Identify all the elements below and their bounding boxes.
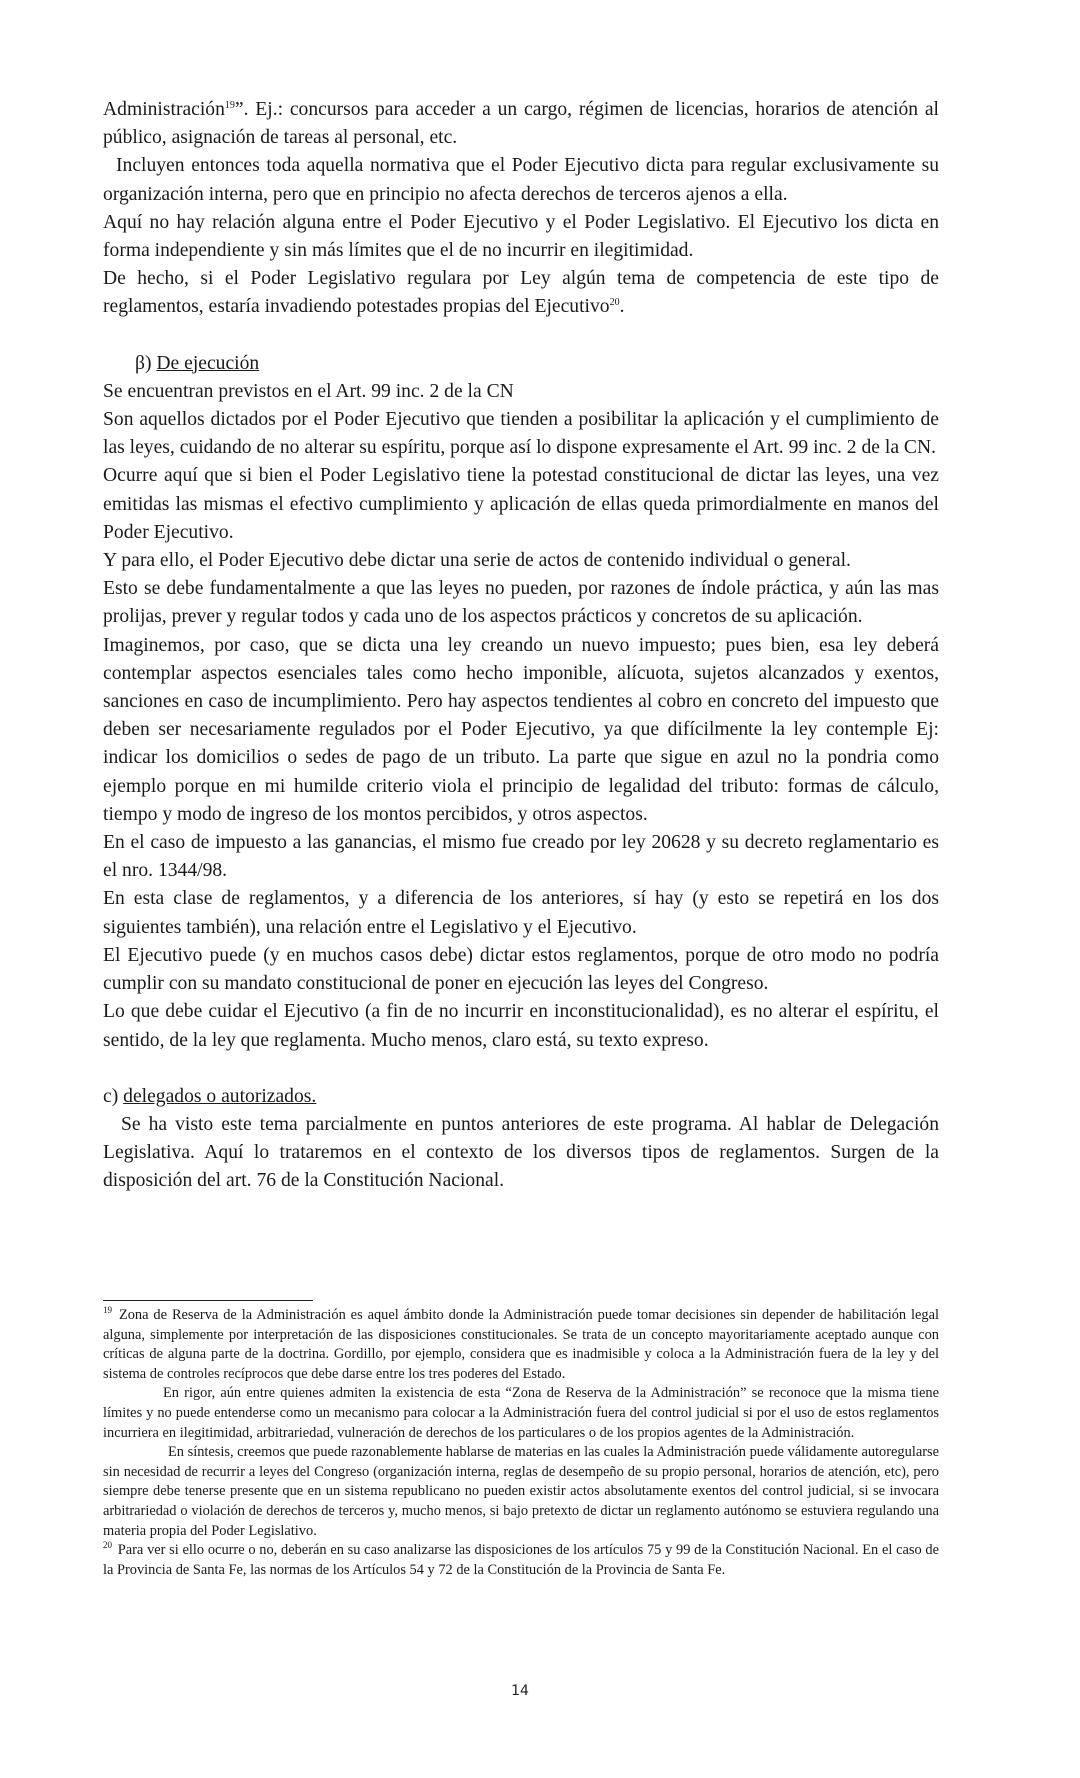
intro-paragraph-3: Aquí no hay relación alguna entre el Poder Ejecutivo y el Poder Legislativo. El Ejecutivo los dicta en forma independiente y sin más límites que el de no incurrir en ilegitimidad. (103, 211, 939, 262)
footnote-separator (103, 1300, 313, 1301)
footnote-20-text: Para ver si ello ocurre o no, deberán en su caso analizarse las disposiciones de los artículos 75 y 99 de la Constitución Nacional. En el caso de la Provincia de Santa Fe, las normas de los Artículos 54 y 72 de la Constitución de la Provincia de Santa Fe. (103, 1542, 939, 1578)
footnote-19 (103, 1306, 939, 1384)
section-beta-marker: β) (135, 352, 152, 374)
footnote-ref-20[interactable]: 20 (609, 297, 620, 309)
intro-text-4: De hecho, si el Poder Legislativo regulara por Ley algún tema de competencia de este tipo de reglamentos, estaría invadiendo potestades propias del Ejecutivo (103, 268, 939, 318)
page-number: 14 (511, 1683, 529, 1699)
spacer (103, 1055, 939, 1083)
intro-paragraph-2: Incluyen entonces toda aquella normativa que el Poder Ejecutivo dicta para regular exclusivamente su organización interna, pero que en principio no afecta derechos de terceros ajenos a ella. (103, 155, 939, 205)
footnote-20-number: 20 (103, 1540, 112, 1551)
section-beta-heading (103, 350, 939, 378)
beta-paragraph-3: Ocurre aquí que si bien el Poder Legislativo tiene la potestad constitucional de dictar las leyes, una vez emitidas las mismas el efectivo cumplimiento y aplicación de ellas queda primordialmente en manos del Poder Ejecutivo. (103, 465, 939, 543)
beta-paragraph-4: Y para ello, el Poder Ejecutivo debe dictar una serie de actos de contenido individual o general. (103, 550, 851, 572)
footnote-20 (103, 1541, 939, 1580)
footnote-19-paragraph-3: En síntesis, creemos que puede razonablemente hablarse de materias en las cuales la Administración puede válidamente autoregularse sin necesidad de recurrir a leyes del Congreso (organización interna, reglas de desempeño de su propio personal, horarios de atención, etc), pero siempre debe tenerse presente que en un sistema republicano no pueden existir actos absolutamente exentos del control judicial, si se invocara arbitrariedad o violación de derechos de terceros y, mucho menos, si bajo pretexto de dictar un reglamento autónomo se estuviera regulando una materia propia del Poder Legislativo. (103, 1444, 939, 1539)
footnote-19-paragraph-2: En rigor, aún entre quienes admiten la existencia de esta “Zona de Reserva de la Administración” se reconoce que la misma tiene límites y no puede entenderse como un mecanismo para colocar a la Administración fuera del control judicial si por el uso de estos reglamentos incurriera en ilegitimidad, arbitrariedad, vulneración de derechos de los particulares o de los propios agentes de la Administración. (103, 1385, 939, 1441)
section-c-marker: c) (103, 1085, 119, 1107)
spacer (103, 322, 939, 350)
beta-paragraph-2: Son aquellos dictados por el Poder Ejecutivo que tienden a posibilitar la aplicación y el cumplimiento de las leyes, cuidando de no alterar su espíritu, porque así lo dispone expresamente el Art. 99 inc. 2 de la CN. (103, 409, 939, 459)
footnote-ref-19[interactable]: 19 (224, 100, 235, 111)
section-c-heading (103, 1083, 939, 1111)
beta-paragraph-1: Se encuentran previstos en el Art. 99 inc. 2 de la CN (103, 380, 514, 402)
intro-text-4-end: . (619, 296, 625, 318)
intro-text: Administración (103, 99, 225, 120)
intro-paragraph-1 (103, 96, 939, 152)
beta-paragraph-6: Imaginemos, por caso, que se dicta una ley creando un nuevo impuesto; pues bien, esa ley deberá contemplar aspectos esenciales tales como hecho imponible, alícuota, sujetos alcanzados y exentos, sanciones en caso de incumplimiento. Pero hay aspectos tendientes al cobro en concreto del impuesto que deben ser necesariamente regulados por el Poder Ejecutivo, ya que difícilmente la ley contemple Ej: indicar los domicilios o sedes de pago de un tributo. La parte que sigue en azul no la pondria como ejemplo porque en mi humilde criterio viola el principio de legalidad del tributo: formas de cálculo, tiempo y modo de ingreso de los montos percibidos, y otros aspectos. (103, 634, 939, 825)
beta-paragraph-7: En el caso de impuesto a las ganancias, el mismo fue creado por ley 20628 y su decreto reglamentario es el nro. 1344/98. (103, 832, 939, 882)
beta-paragraph-5: Esto se debe fundamentalmente a que las leyes no pueden, por razones de índole práctica, y aún las mas prolijas, prever y regular todos y cada uno de los aspectos prácticos y concretos de su aplicación. (103, 578, 939, 628)
beta-paragraph-10: Lo que debe cuidar el Ejecutivo (a fin de no incurrir en inconstitucionalidad), es no alterar el espíritu, el sentido, de la ley que reglamenta. Mucho menos, claro está, su texto expreso. (103, 1001, 939, 1051)
main-text (103, 96, 939, 1196)
beta-paragraph-8: En esta clase de reglamentos, y a diferencia de los anteriores, sí hay (y esto se repetirá en los dos siguientes también), una relación entre el Legislativo y el Ejecutivo. (103, 888, 939, 938)
footnote-19-number: 19 (103, 1305, 112, 1315)
intro-paragraph-4 (103, 265, 939, 321)
footnotes (103, 1306, 939, 1580)
footnote-19-text-1: Zona de Reserva de la Administración es aquel ámbito donde la Administración puede tomar decisiones sin depender de habilitación legal alguna, simplemente por interpretación de las disposiciones constitucionales. Se trata de un concepto mayoritariamente aceptado aunque con críticas de alguna parte de la doctrina. Gordillo, por ejemplo, considera que es inadmisible y coloca a la Administración fuera de la ley y del sistema de controles recíprocos que debe darse entre los tres poderes del Estado. (103, 1307, 939, 1382)
section-beta-title: De ejecución (156, 352, 260, 374)
section-c-paragraph: Se ha visto este tema parcialmente en puntos anteriores de este programa. Al hablar de Delegación Legislativa. Aquí lo trataremos en el contexto de los diversos tipos de reglamentos. Surgen de la disposición del art. 76 de la Constitución Nacional. (103, 1113, 939, 1192)
beta-paragraph-9: El Ejecutivo puede (y en muchos casos debe) dictar estos reglamentos, porque de otro modo no podría cumplir con su mandato constitucional de poner en ejecución las leyes del Congreso. (103, 944, 939, 995)
intro-text-rest: ”. Ej.: concursos para acceder a un cargo, régimen de licencias, horarios de atención al público, asignación de tareas al personal, etc. (103, 99, 939, 149)
section-c-title: delegados o autorizados. (123, 1085, 317, 1107)
